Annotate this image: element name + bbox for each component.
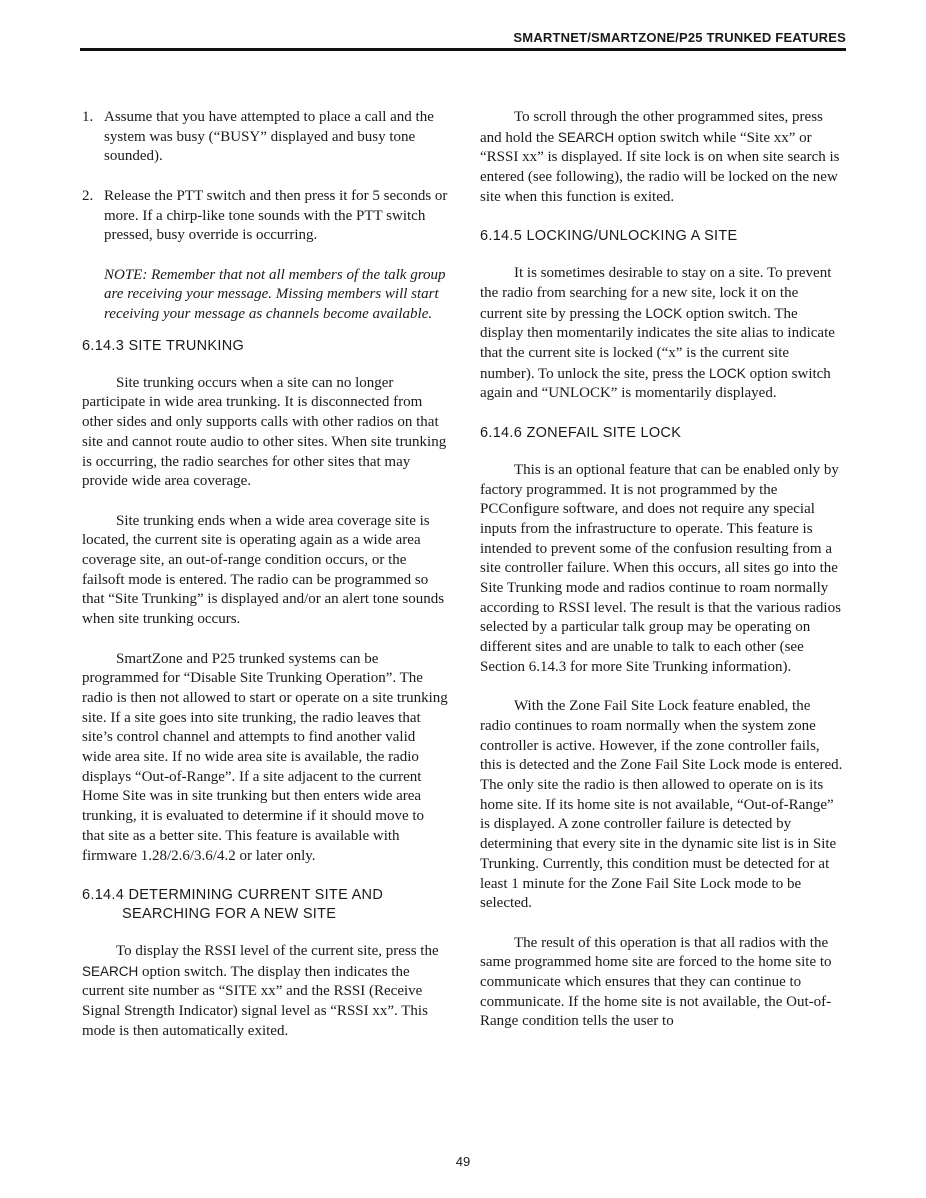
search-switch-label: SEARCH — [557, 129, 615, 145]
right-column — [480, 108, 844, 1052]
search-switch-label: SEARCH — [82, 963, 139, 979]
paragraph-text: To display the RSSI level of the current site, press the — [116, 942, 439, 959]
paragraph-text: option switch while “Site xx” or “RSSI xx” is displayed. If site lock is on when site search is entered (see following), the radio will be locked on the new site when this function is exited. — [480, 129, 840, 205]
heading-determining-site — [82, 886, 448, 924]
lock-switch-label: LOCK — [645, 305, 683, 321]
paragraph: Site trunking ends when a wide area coverage site is located, the current site is operating again as a wide area coverage site, an out-of-range condition occurs, or the failsoft mode is entered. The radio can be programmed so that “Site Trunking” is displayed and/or an alert tone sounds when site trunking occurs. — [82, 512, 445, 628]
list-number: 1. — [82, 109, 94, 125]
list-text: Assume that you have attempted to place a call and the system was busy (“BUSY” displayed and busy tone sounded). — [104, 109, 434, 165]
running-header: SMARTNET/SMARTZONE/P25 TRUNKED FEATURES — [513, 30, 846, 45]
paragraph-text: To scroll through the other programmed sites, press and hold the — [480, 109, 823, 146]
paragraph: The result of this operation is that all radios with the same programmed home site are forced to the home site to communicate which ensures that they can continue to communicate. If the home site is not available, the Out-of-Range condition tells the user to — [480, 934, 832, 1030]
left-column — [82, 108, 448, 1061]
paragraph-text: option switch again and “UNLOCK” is momentarily displayed. — [480, 365, 831, 402]
note-paragraph: NOTE: Remember that not all members of the talk group are receiving your message. Missing members will start receiving your message as channels become available. — [104, 266, 446, 322]
lock-switch-label: LOCK — [709, 365, 746, 381]
paragraph — [480, 264, 844, 404]
paragraph-text: It is sometimes desirable to stay on a site. To prevent the radio from searching for a new site, lock it on the current site by pressing the — [480, 265, 832, 322]
paragraph — [480, 108, 844, 208]
paragraph: SmartZone and P25 trunked systems can be programmed for “Disable Site Trunking Operation”. The radio is then not allowed to start or operate on a site trunking site. If a site goes into site trunking, the radio leaves that site’s control channel and attempts to find another valid wide area site. If no wide area site is available, the radio displays “Out-of-Range”. If a site adjacent to the current Home Site was in site trunking but then enters wide area trunking, it is evaluated to determine if it should move to that site as a better site. This feature is available with firmware 1.28/2.6/3.6/4.2 or later only. — [82, 650, 448, 864]
paragraph: Site trunking occurs when a site can no longer participate in wide area trunking. It is disconnected from other sides and only supports calls with other radios on that site and cannot route audio to other sites. When site trunking is occurring, the radio searches for other sites that may provide wide area coverage. — [82, 374, 447, 490]
heading-locking-site: 6.14.5 LOCKING/UNLOCKING A SITE — [480, 228, 738, 245]
list-item — [82, 108, 448, 167]
list-number: 2. — [82, 187, 94, 204]
page-number: 49 — [455, 1154, 471, 1169]
heading-zonefail: 6.14.6 ZONEFAIL SITE LOCK — [480, 424, 682, 441]
list-item — [82, 187, 448, 246]
paragraph-text: option switch. The display then momentarily indicates the site alias to indicate that the current site is locked (“x” is the current site number). To unlock the site, press the — [480, 305, 835, 382]
paragraph-text: option switch. The display then indicates the current site number as “SITE xx” and the RSSI (Receive Signal Strength Indicator) signal level as “RSSI xx”. This mode is then automatically exited. — [82, 963, 428, 1039]
paragraph: With the Zone Fail Site Lock feature enabled, the radio continues to roam normally when the system zone controller is active. However, if the zone controller fails, this is detected and the Zone Fail Site Lock mode is entered. The only site the radio is then allowed to operate on is its home site. If its home site is not available, “Out-of-Range” is displayed. A zone controller failure is detected by determining that every site in the dynamic site list is in Site Trunking. Currently, this condition must be detected for at least 1 minute for the Zone Fail Site Lock mode to be selected. — [480, 698, 843, 912]
heading-site-trunking: 6.14.3 SITE TRUNKING — [82, 337, 245, 354]
header-rule — [80, 48, 846, 51]
paragraph: This is an optional feature that can be enabled only by factory programmed. It is not programmed by the PCConfigure software, and does not require any special inputs from the infrastructure to operate. This feature is intended to prevent some of the confusion resulting from a site controller failure. When this occurs, all sites go into the Site Trunking mode and radios continue to roam normally according to RSSI level. The result is that the various radios selected by a particular talk group may be operating on different sites and are unable to talk to each other (see Section 6.14.3 for more Site Trunking information). — [480, 461, 841, 675]
heading-line-2: SEARCHING FOR A NEW SITE — [122, 905, 337, 922]
list-text: Release the PTT switch and then press it for 5 seconds or more. If a chirp-like tone sounds with the PTT switch pressed, busy override is occurring. — [104, 187, 448, 244]
heading-line-1: 6.14.4 DETERMINING CURRENT SITE AND — [82, 886, 384, 903]
paragraph — [82, 942, 448, 1042]
